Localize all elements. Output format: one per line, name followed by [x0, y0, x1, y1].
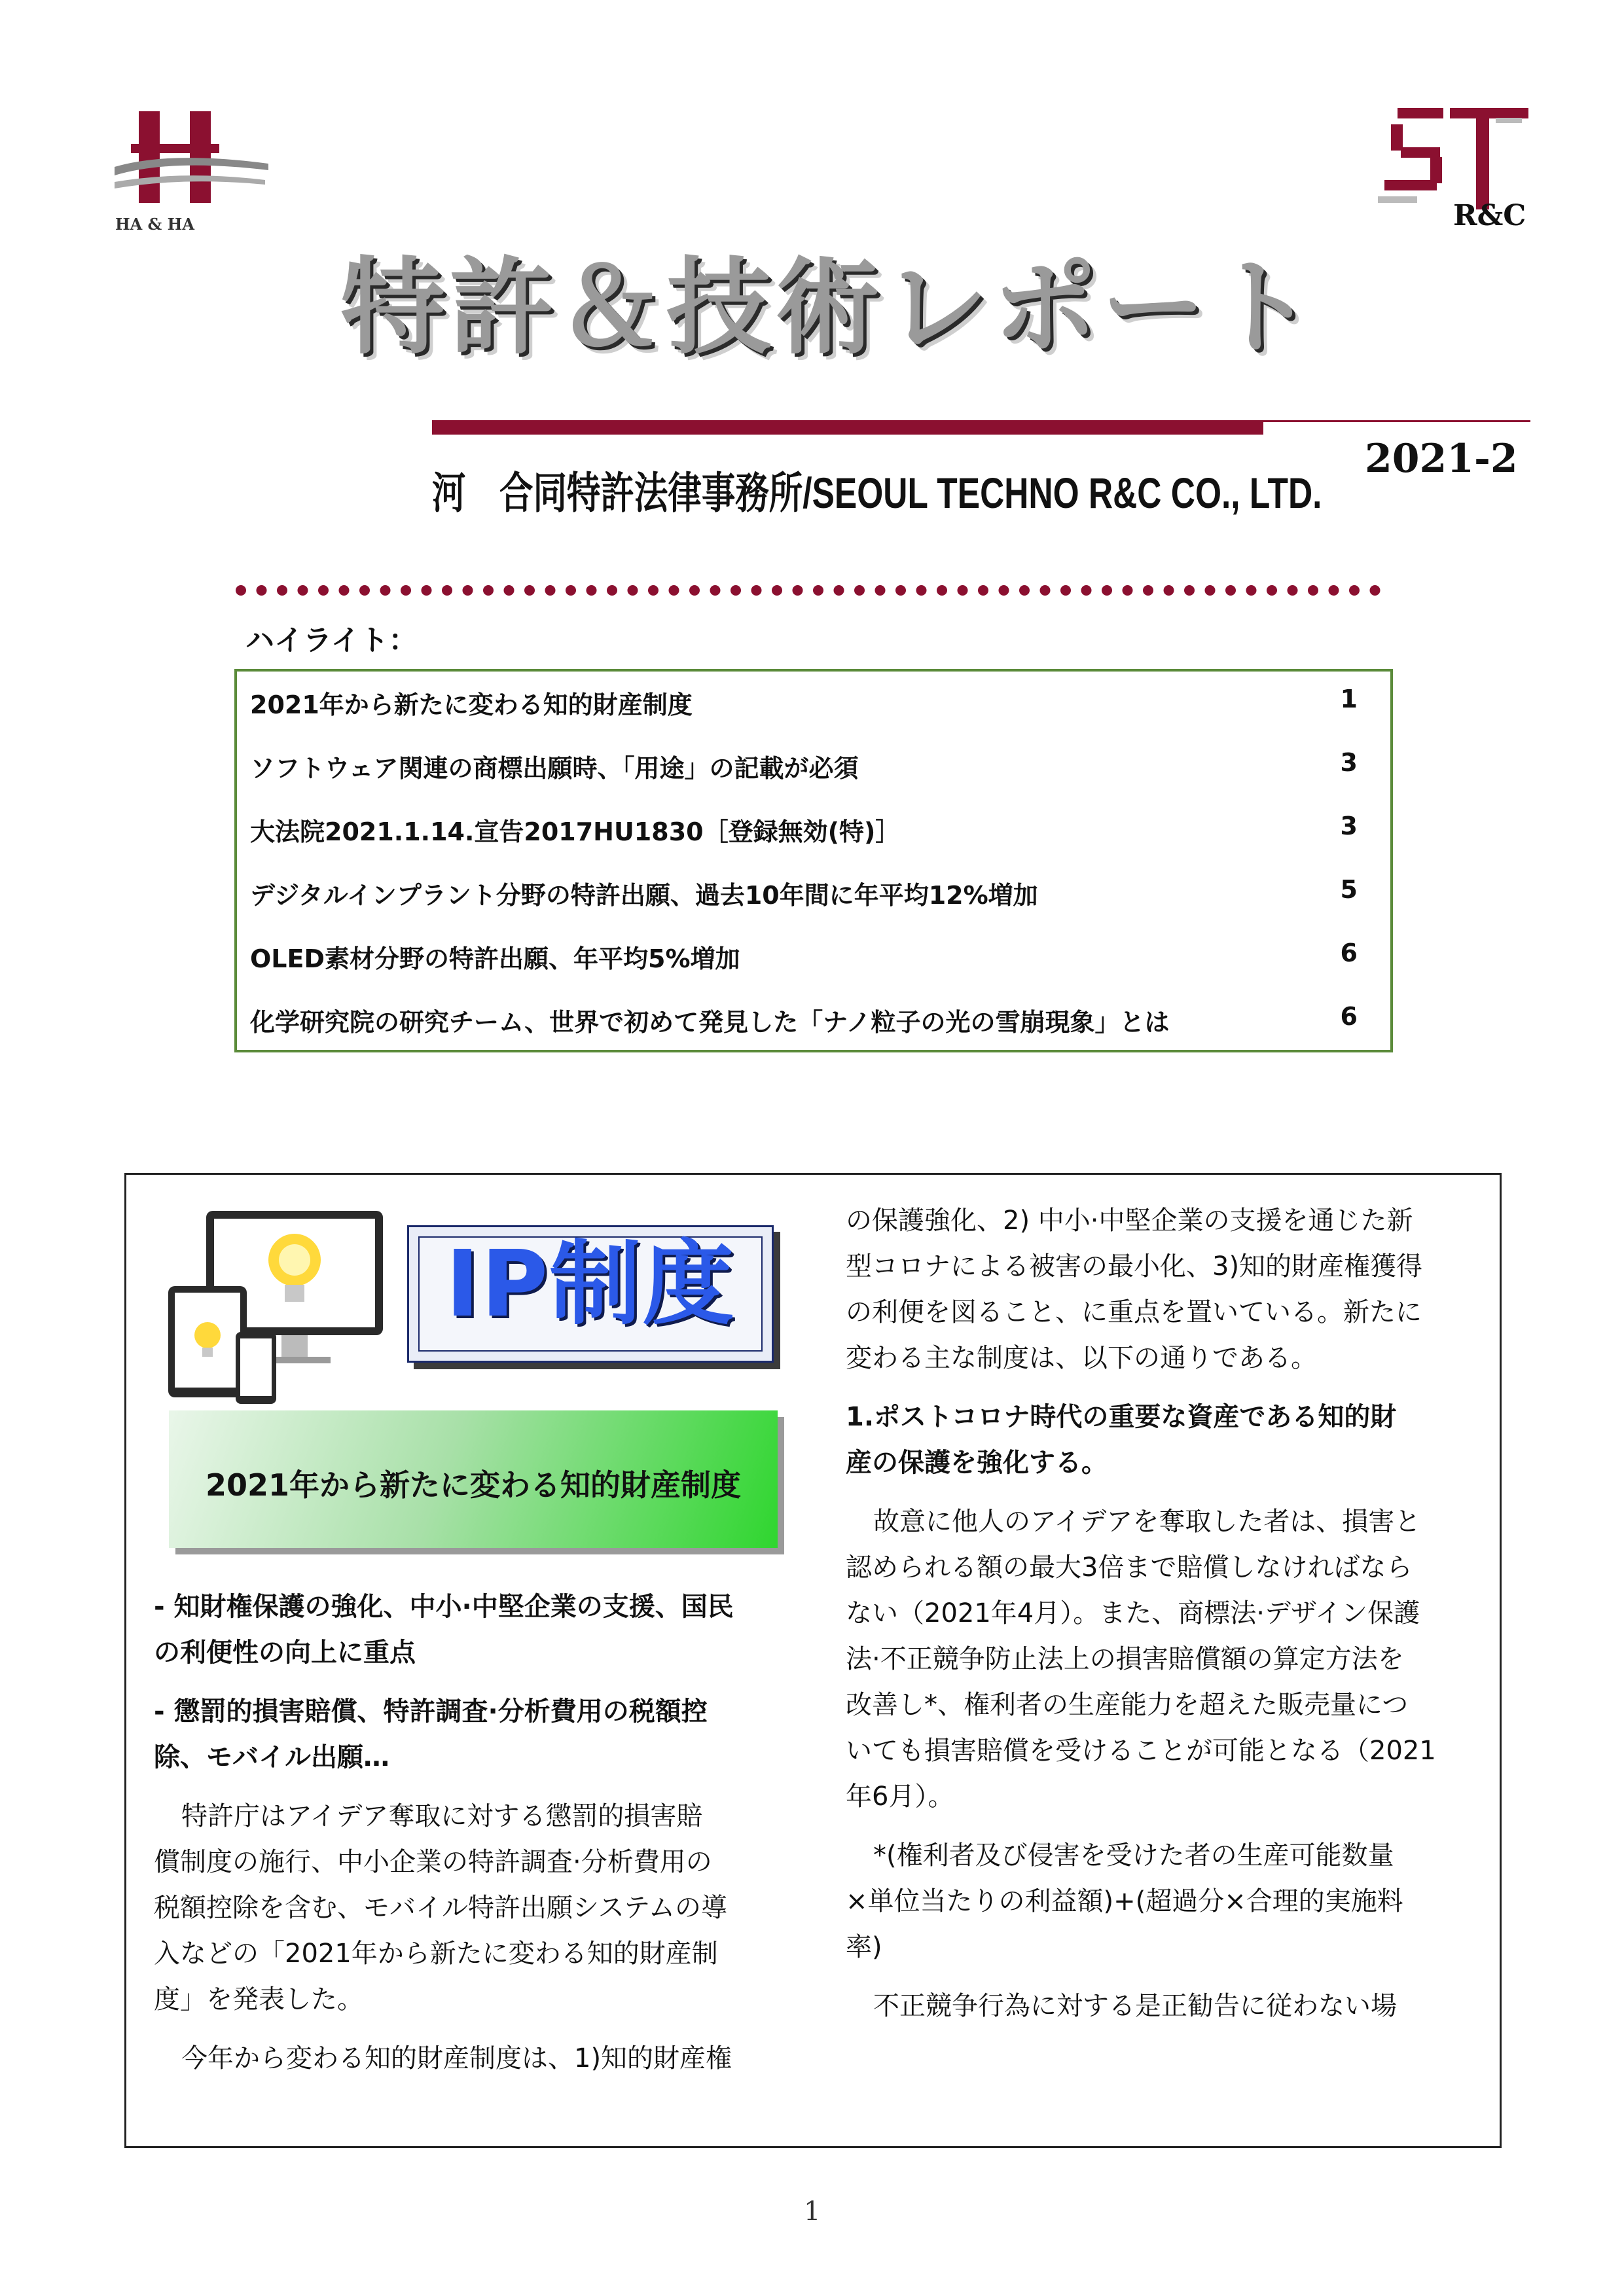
- body-line: 度」を発表した。: [154, 1984, 363, 2015]
- divider-dot: [628, 585, 638, 596]
- body-line: の保護強化、2) 中小·中堅企業の支援を通じた新: [846, 1206, 1413, 1236]
- divider-dot: [689, 585, 700, 596]
- divider-dot: [648, 585, 659, 596]
- divider-dot: [524, 585, 535, 596]
- divider-dot: [607, 585, 617, 596]
- body-line: 年6月）。: [846, 1782, 954, 1812]
- divider-dot: [710, 585, 721, 596]
- highlight-item[interactable]: [250, 812, 1358, 851]
- body-line: いても損害賠償を受けることが可能となる（2021: [846, 1736, 1436, 1766]
- highlight-page: 1: [1340, 685, 1358, 713]
- divider-dot: [566, 585, 576, 596]
- highlight-title: 化学研究院の研究チーム、世界で初めて発見した「ナノ粒子の光の雪崩現象」とは: [250, 1008, 1170, 1037]
- subhead-line: - 懲罰的損害賠償、特許調査·分析費用の税額控: [154, 1696, 708, 1727]
- dotted-divider: [234, 583, 1393, 598]
- body-line: ない（2021年4月）。また、商標法·デザイン保護: [846, 1598, 1420, 1628]
- divider-dot: [813, 585, 823, 596]
- section-heading: 1.ポストコロナ時代の重要な資産である知的財: [846, 1402, 1397, 1432]
- issue-number: 2021-2: [1365, 436, 1518, 482]
- highlight-item[interactable]: [250, 875, 1358, 914]
- highlights-heading: ハイライト：: [245, 624, 418, 657]
- divider-dot: [751, 585, 762, 596]
- body-line: 改善し*、権利者の生産能力を超えた販売量につ: [846, 1690, 1409, 1720]
- page-number: 1: [804, 2197, 821, 2227]
- divider-dot: [401, 585, 411, 596]
- subhead-line: - 知財権保護の強化、中小·中堅企業の支援、国民: [154, 1592, 734, 1622]
- divider-dot: [1143, 585, 1153, 596]
- body-line: 不正競争行為に対する是正勧告に従わない場: [873, 1991, 1397, 2021]
- divider-dot: [854, 585, 865, 596]
- divider-dot: [1349, 585, 1360, 596]
- divider-dot: [1288, 585, 1298, 596]
- body-line: 変わる主な制度は、以下の通りである。: [846, 1343, 1317, 1373]
- divider-dot: [1370, 585, 1380, 596]
- divider-dot: [958, 585, 968, 596]
- divider-dot: [793, 585, 803, 596]
- divider-dot: [1040, 585, 1051, 596]
- divider-dot: [586, 585, 597, 596]
- divider-dot: [318, 585, 329, 596]
- divider-dot: [1081, 585, 1092, 596]
- highlight-title: 2021年から新たに変わる知的財産制度: [250, 691, 693, 719]
- highlight-page: 5: [1340, 875, 1358, 904]
- divider-dot: [1267, 585, 1277, 596]
- body-line: 特許庁はアイデア奪取に対する懲罰的損害賠: [181, 1801, 703, 1831]
- body-line: 型コロナによる被害の最小化、3)知的財産権獲得: [846, 1251, 1423, 1282]
- divider-dot: [277, 585, 287, 596]
- topic-banner: [169, 1410, 778, 1548]
- divider-dot: [1225, 585, 1236, 596]
- divider-dot: [978, 585, 988, 596]
- article-left-column: [154, 1584, 782, 2094]
- section-heading: 産の保護を強化する。: [846, 1448, 1108, 1478]
- divider-dot: [1164, 585, 1174, 596]
- subhead-line: 除、モバイル出願…: [154, 1742, 389, 1772]
- topic-banner-title: 2021年から新たに変わる知的財産制度: [205, 1467, 742, 1503]
- divider-dot: [895, 585, 906, 596]
- divider-dot: [999, 585, 1009, 596]
- divider-dot: [1184, 585, 1195, 596]
- divider-dot: [442, 585, 452, 596]
- divider-dot: [422, 585, 432, 596]
- divider-dot: [1329, 585, 1339, 596]
- divider-dot: [298, 585, 308, 596]
- devices-lightbulb-icon: [167, 1208, 389, 1410]
- divider-dot: [1019, 585, 1030, 596]
- divider-dot: [1205, 585, 1216, 596]
- rc-caption: R&C: [1453, 199, 1526, 232]
- divider-dot: [875, 585, 886, 596]
- divider-dot: [463, 585, 473, 596]
- highlight-page: 6: [1340, 939, 1358, 967]
- footnote-line: ×単位当たりの利益額)+(超過分×合理的実施料: [846, 1886, 1403, 1916]
- divider-dot: [380, 585, 391, 596]
- body-line: 故意に他人のアイデアを奪取した者は、損害と: [873, 1507, 1421, 1537]
- highlight-item[interactable]: [250, 685, 1358, 724]
- divider-dot: [257, 585, 267, 596]
- footnote-line: *(権利者及び侵害を受けた者の生産可能数量: [873, 1840, 1394, 1871]
- highlight-title: 大法院2021.1.14.宣告2017HU1830［登録無効(特)］: [250, 817, 901, 846]
- subhead-line: の利便性の向上に重点: [154, 1638, 416, 1668]
- divider-dot: [545, 585, 556, 596]
- divider-dot: [916, 585, 927, 596]
- divider-dot: [834, 585, 844, 596]
- divider-dot: [1246, 585, 1257, 596]
- highlight-title: OLED素材分野の特許出願、年平均5%増加: [250, 944, 740, 973]
- highlight-title: デジタルインプラント分野の特許出願、過去10年間に年平均12%増加: [250, 881, 1038, 910]
- body-line: 認められる額の最大3倍まで賠償しなければなら: [846, 1552, 1413, 1583]
- firm-name: 河 合同特許法律事務所/SEOUL TECHNO R&C CO., LTD.: [432, 469, 1322, 517]
- divider-dot: [236, 585, 246, 596]
- highlights-box: [234, 669, 1393, 1052]
- divider-dot: [731, 585, 741, 596]
- divider-dot: [483, 585, 494, 596]
- footnote-line: 率): [846, 1932, 882, 1962]
- report-title: 特許＆技術レポート: [340, 246, 1319, 368]
- divider-dot: [359, 585, 370, 596]
- body-line: の利便を図ること、に重点を置いている。新たに: [846, 1297, 1422, 1327]
- highlight-page: 6: [1340, 1002, 1358, 1031]
- highlight-title: ソフトウェア関連の商標出願時、「用途」の記載が必須: [250, 754, 859, 783]
- body-line: 法·不正競争防止法上の損害賠償額の算定方法を: [846, 1644, 1404, 1674]
- divider-dot: [669, 585, 679, 596]
- article-right-column: [846, 1198, 1487, 2042]
- body-line: 償制度の施行、中小企業の特許調査·分析費用の: [154, 1847, 712, 1877]
- divider-dot: [1060, 585, 1071, 596]
- body-line: 入などの「2021年から新たに変わる知的財産制: [154, 1939, 718, 1969]
- highlight-page: 3: [1340, 748, 1358, 777]
- title-underline-thin: [1263, 420, 1530, 422]
- divider-dot: [1308, 585, 1318, 596]
- divider-dot: [339, 585, 350, 596]
- ip-system-badge: [407, 1225, 774, 1363]
- divider-dot: [1123, 585, 1133, 596]
- divider-dot: [504, 585, 514, 596]
- highlight-page: 3: [1340, 812, 1358, 840]
- body-line: 税額控除を含む、モバイル特許出願システムの導: [154, 1893, 727, 1923]
- ha-and-ha-caption: HA & HA: [115, 215, 194, 234]
- highlight-item[interactable]: [250, 748, 1358, 787]
- ip-badge-label: IP制度: [445, 1231, 736, 1338]
- divider-dot: [772, 585, 782, 596]
- divider-dot: [1102, 585, 1112, 596]
- title-underline-bar: [432, 420, 1263, 435]
- highlight-item[interactable]: [250, 939, 1358, 978]
- body-line: 今年から変わる知的財産制度は、1)知的財産権: [181, 2043, 732, 2073]
- divider-dot: [937, 585, 947, 596]
- highlight-item[interactable]: [250, 1002, 1358, 1041]
